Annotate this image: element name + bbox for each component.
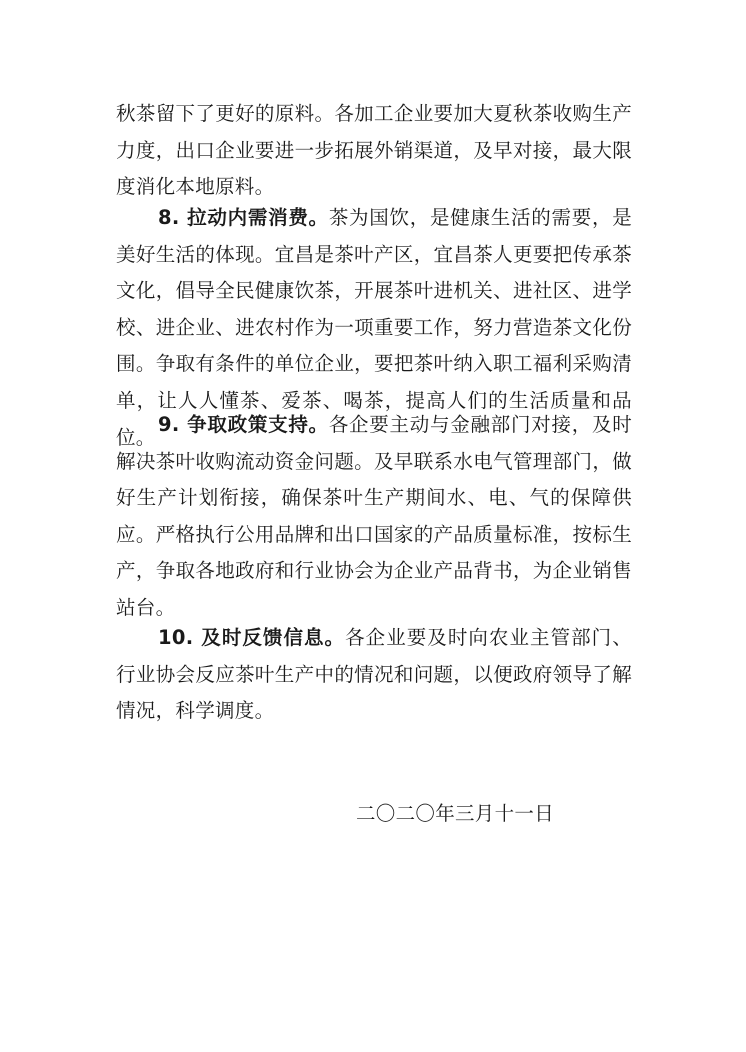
item-8-text: 茶为国饮，是健康生活的需要，是美好生活的体现。宜昌是茶叶产区，宜昌茶人更要把传承茶文化，倡导全民健康饮茶，开展茶叶进机关、进社区、进学校、进企业、进农村作为一项重要工作，努力营造茶文化份围。争取有条件的单位企业，要把茶叶纳入职工福利采购清单，让人人懂茶、爱茶、喝茶，提高人们的生活质量和品位。 [116, 206, 632, 449]
item-9-text: 各企要主动与金融部门对接，及时解决茶叶收购流动资金问题。及早联系水电气管理部门，做好生产计划衔接，确保茶叶生产期间水、电、气的保障供应。严格执行公用品牌和出口国家的产品质量标准，按标生产，争取各地政府和行业协会为企业产品背书，为企业销售站台。 [116, 413, 632, 619]
item-10-heading: 10. 及时反馈信息。 [158, 626, 346, 649]
document-date: 二〇二〇年三月十一日 [356, 802, 555, 825]
item-10-text: 各企业要及时向农业主管部门、行业协会反应茶叶生产中的情况和问题，以便政府领导了解情况，科学调度。 [116, 626, 633, 723]
paragraph-item-10 [116, 620, 632, 730]
item-9-heading: 9. 争取政策支持。 [158, 413, 329, 436]
paragraph-text: 秋茶留下了更好的原料。各加工企业要加大夏秋茶收购生产力度，出口企业要进一步拓展外销渠道，及早对接，最大限度消化本地原料。 [116, 102, 632, 199]
item-8-heading: 8. 拉动内需消费。 [158, 206, 329, 229]
paragraph-item-9 [116, 407, 632, 627]
paragraph-continuation [116, 96, 632, 206]
